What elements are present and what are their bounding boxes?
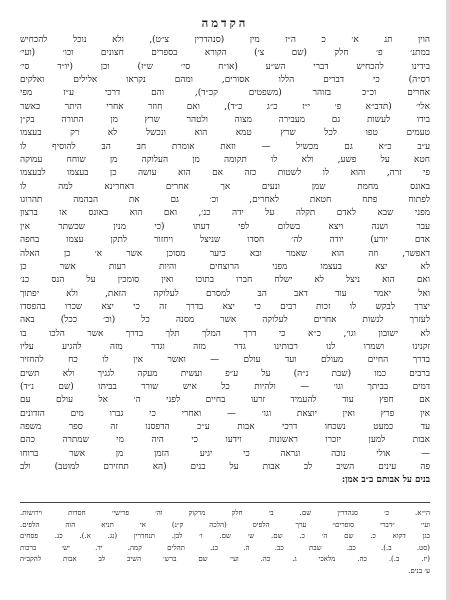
body-line: אדם יורע) יודה לה׳ חסדו שניצל ויחזור לתקן עצמו בחפה bbox=[20, 235, 430, 246]
body-line: מפני שבא לאדם תקלה על ידה כנ׳, ואם הוא באונס או ברצון bbox=[20, 208, 430, 219]
body-line: בידו לעשות גם מעבירה מצוה ולטהר שרץ מן התורה בק״ן bbox=[20, 115, 430, 126]
body-line: חטא על פשע, ולא לו תקומה מן העלוקה מן שוחח עמוקה bbox=[20, 155, 430, 166]
body-line: פי זרה, והוא לו לשטות כזה אם הוא עושה כן בעצמו לבעצמו bbox=[20, 168, 430, 179]
body-line: — אולי נוכה ונראה כי יגיע הזמן מן אשר ברוחו bbox=[20, 448, 430, 459]
footnote-line: ע׳ בנים. bbox=[408, 566, 430, 575]
body-text bbox=[20, 34, 430, 488]
body-line: בדרך החיים מעולם ועד עולם — ואשר אין לו כח להחזיר bbox=[20, 355, 430, 366]
scan-edge bbox=[446, 0, 450, 600]
footnote-line: כגן דקוא כ. שם ה׳ כ. שם. ש׳ שם. ו׳ לבן. תנחדרין (נג. א.). כנ. פסחים bbox=[20, 532, 430, 540]
body-line: טעמים טפו לכל שרץ טמא הוא ונכשל לא רק בעצמו bbox=[20, 128, 430, 139]
body-line: ברבים כמו (שבת נ״ה) על ע״פ ועשית מעקה לגגיך ולא תשים bbox=[20, 368, 430, 379]
body-line: זקנינו ושמרו לנו רבותינו גדר מזה וגדר מזה להגיע עליו bbox=[20, 341, 430, 352]
page-title: הקדמה bbox=[201, 16, 249, 30]
body-line: בנים על אבותם ב״ב אמן: bbox=[341, 475, 430, 486]
footnote-line: ועי׳ ״דברי סופרים״ ערך הלפיס (הלכה ק״נ) אי תניא הוה הלפים. bbox=[20, 520, 430, 529]
body-line: פה עינים השיב לב אבות על בנים (הא תחזירם למוטב) ולב bbox=[20, 462, 430, 472]
body-line: ואל יאמר עוד דאב הבּ למסרם לעלוקה הזאת, ולא יפתוך bbox=[20, 288, 430, 299]
body-line: לא יצא בעצמו מפני הרוצחים והיות רעות אשר כן bbox=[20, 261, 430, 272]
footnote-line: (סט. ב.). כב. שבת כב. ה. כנ. תהלים קמה. יד. יש׳ ברכות bbox=[20, 543, 430, 552]
body-line: דאפשר, וזה הוא שאמר ובא כיער מסוכן אשר א׳ כן האלה bbox=[20, 248, 430, 259]
body-line: יצרך לבקש לו זכות רבים כי יצא בדרך זה כי יצא שכרו בהפסדו bbox=[20, 301, 430, 312]
body-line: לא ישובון וגו׳, כ״א כי דרך המלך תלך בדרך אשר הלכו בו bbox=[20, 328, 430, 339]
body-line: אבות למען יזכרו ראשונות וידעו כי היה מי שמתרה כהם bbox=[20, 435, 430, 446]
body-line: רס״ה) כי דברים הללו אסורים, ומהם נקראו אלילים ואלקים bbox=[20, 75, 430, 86]
body-line: לפתוח פתח חטאת לאחרים, וכ׳ גם את הבהמה תהרוגו bbox=[20, 195, 430, 206]
body-line: במתנ׳ פ׳ חלק (שם צ׳) הקורא בספרים חצונים וכו׳ (ועי׳ bbox=[20, 48, 430, 59]
body-line: באונס מחמת שמן ונעים אך אחרים דאחרינא למה לו bbox=[20, 181, 430, 192]
footnotes bbox=[20, 508, 430, 577]
body-line: דמים בביתך וגו׳ — ולהיות כל איש שורר בביתו (שם נ״ד) bbox=[20, 381, 430, 392]
body-line: אין פרץ ואין יוצאת וגו׳ — ואחרי כי גברו מים הזדונים bbox=[20, 408, 430, 419]
body-line: עבר ושנה ויצא בשלום לפי דעתו (כי מנין שכשתר אין bbox=[20, 221, 430, 232]
body-line: ע״ב כ״א גם מכשיל — וזאת אומרת חבּ הבּ להוסיף לו bbox=[20, 141, 430, 152]
body-line: אלי׳ (תדב״א פ׳ י״ז כ״ג כ״ד), ואם חוזר אחרי היתר כאשר bbox=[20, 101, 430, 112]
footnote-line: הי״א. כ׳ סנהדרין שם. ב׳ חלק מרקוק וה׳ פרישי׳ חסדות וירושות. bbox=[20, 509, 430, 517]
footnote-divider bbox=[20, 502, 430, 503]
body-line: אחרים וכ״כ בזוהר (משפטים קכ״ד), והם דרכי ע״ז מפי bbox=[20, 88, 430, 99]
body-line: אם חפץ עוד להעמיד זרעו בחיים לפני ה׳ אל עולם עם bbox=[20, 395, 430, 406]
body-line: לעזרך לנשות אחרים לעלוקה אשר מסנה כל (וכ׳ ככל) באה bbox=[20, 315, 430, 326]
footnote-line: (יז. ב.). כה. מלאכי ג. כה. ועי׳ שם ברש׳ השיב לב אבות להקב״ה bbox=[20, 555, 430, 563]
body-line: בידינו להכחיש דברי הש״ע (או״ח סי׳ ש״ז) וכן (יו״ד סי׳ bbox=[20, 61, 430, 72]
body-line: ואם הוא ניצל לא ישלח חברו בתוכו ואין סומכין על הנס כנ׳ bbox=[20, 275, 430, 286]
body-line: הוין תנ א׳ כ ה״ז מין (סנהדרין צ״ט), ולא נוכל להכחיש bbox=[20, 35, 430, 45]
body-line: עד כמעט נשכחו דרכי אבות ע״כ הדפסנו זה ספר משפה bbox=[20, 421, 430, 432]
